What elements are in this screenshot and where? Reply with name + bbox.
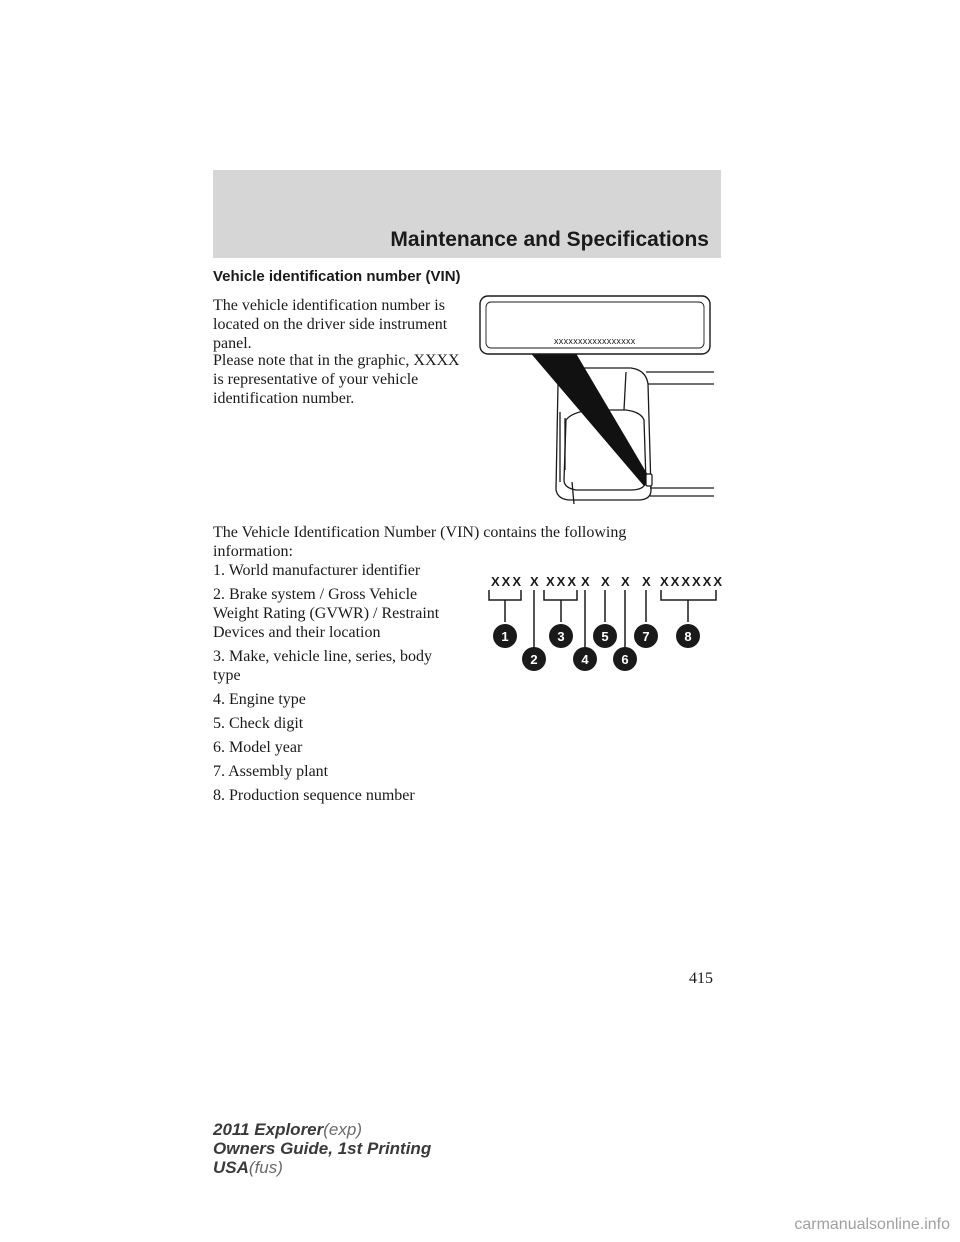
footer-model-code: (exp) — [323, 1120, 362, 1139]
callout-2: 2 — [530, 652, 538, 667]
callout-3: 3 — [557, 629, 565, 644]
callout-6: 6 — [621, 652, 629, 667]
page-number: 415 — [689, 970, 713, 987]
header-band — [213, 170, 721, 258]
vin-group-7: X — [642, 574, 653, 589]
vin-breakdown-diagram — [486, 570, 726, 676]
callout-4: 4 — [581, 652, 589, 667]
callout-7: 7 — [642, 629, 650, 644]
graphic-note-paragraph: Please note that in the graphic, XXXX is representative of your vehicle identification number. — [213, 352, 460, 407]
footer-model: 2011 Explorer — [213, 1120, 324, 1139]
contents-intro-paragraph: The Vehicle Identification Number (VIN) contains the following information: — [213, 524, 627, 560]
list-item: 6. Model year — [213, 739, 303, 756]
footer-edition: Owners Guide, 1st Printing — [213, 1139, 432, 1158]
callout-5: 5 — [601, 629, 609, 644]
list-item: 5. Check digit — [213, 715, 304, 732]
list-item: 8. Production sequence number — [213, 787, 415, 804]
vin-location-illustration — [476, 292, 714, 504]
vin-plate-text: xxxxxxxxxxxxxxxxx — [554, 336, 636, 346]
footer-market: USA — [213, 1158, 249, 1177]
vin-group-1: XXX — [491, 574, 524, 589]
list-item: 4. Engine type — [213, 691, 306, 708]
vin-group-8: XXXXXX — [660, 574, 725, 589]
footer-market-code: (fus) — [248, 1158, 283, 1177]
list-item: 2. Brake system / Gross Vehicle Weight Rating (GVWR) / Restraint Devices and their location — [213, 586, 440, 641]
list-item: 3. Make, vehicle line, series, body type — [213, 648, 433, 684]
vin-group-6: X — [621, 574, 632, 589]
vin-group-3: XXX — [546, 574, 579, 589]
list-item: 1. World manufacturer identifier — [213, 562, 421, 579]
section-heading: Vehicle identification number (VIN) — [213, 268, 461, 285]
list-item: 7. Assembly plant — [213, 763, 329, 780]
callout-8: 8 — [684, 629, 692, 644]
location-paragraph: The vehicle identification number is located on the driver side instrument panel. — [213, 297, 448, 352]
page-title: Maintenance and Specifications — [390, 228, 709, 251]
footer — [213, 1120, 431, 1177]
vin-contents-list — [213, 561, 463, 810]
vin-group-5: X — [601, 574, 612, 589]
watermark: carmanualsonline.info — [794, 1216, 950, 1233]
vin-group-2: X — [530, 574, 541, 589]
vin-group-4: X — [581, 574, 592, 589]
callout-1: 1 — [501, 629, 509, 644]
